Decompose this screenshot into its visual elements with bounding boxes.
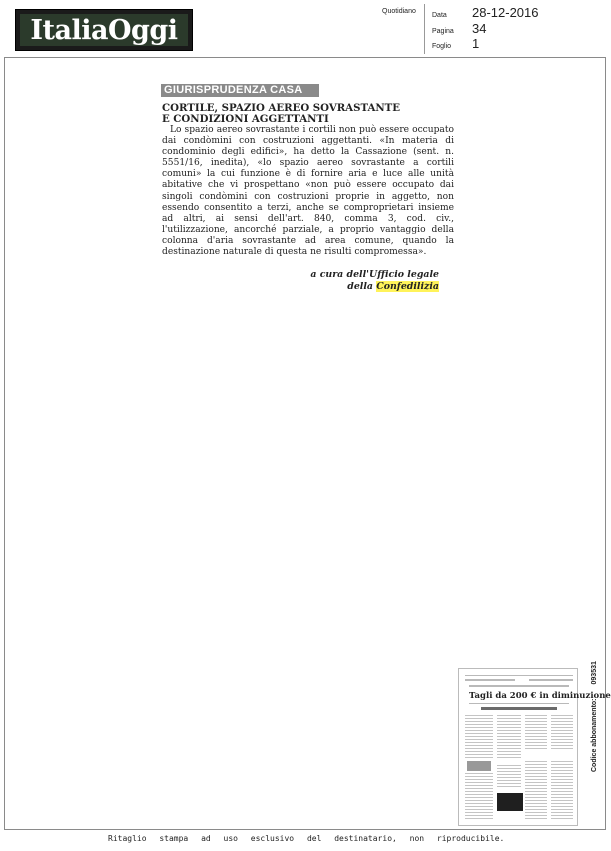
- thumb-photo: [497, 793, 523, 811]
- meta-value: 34: [472, 21, 487, 36]
- thumb-column: [497, 765, 521, 789]
- publication-type: Quotidiano: [382, 8, 416, 15]
- logo-text: ItaliaOggi: [20, 14, 188, 46]
- article-body: Lo spazio aereo sovrastante i cortili non può essere occupato dai condòmini con costruzioni aggettanti. «In materia di condominio degli edifici», ha detto la Cassazione (sent. n. 5551/16, inedita), «lo spazio aereo sovrastante a cortili comuni» la cui funzione è di fornire aria e luce alle unità abitative che vi prospettano «non può essere occupato dai singoli condòmini con costruzioni proprie in aggetto, non essendo consentito a terzi, anche se comproprietari insieme ad altri, ai sensi dell'art. 840, comma 3, cod. civ., l'utilizzazione, ancorché parziale, a proprio vantaggio della colonna d'aria sovrastante ad area comune, quando la destinazione naturale di questa ne risulti compromessa».: [162, 125, 454, 258]
- thumb-column: [465, 715, 493, 759]
- thumb-bar: [481, 707, 557, 710]
- thumb-column: [525, 761, 547, 819]
- meta-date: [432, 5, 539, 20]
- thumb-column: [465, 773, 493, 819]
- meta-value: 1: [472, 36, 480, 51]
- signature-prefix: della: [347, 281, 373, 292]
- thumb-column: [551, 715, 573, 751]
- headline-line: E CONDIZIONI AGGETTANTI: [162, 113, 329, 125]
- thumb-rule: [469, 703, 569, 704]
- meta-page: [432, 21, 486, 36]
- signature-line: a cura dell'Ufficio legale: [310, 269, 439, 280]
- thumb-rule: [465, 675, 573, 676]
- thumb-rule: [469, 685, 569, 687]
- thumb-title: Tagli da 200 € in diminuzione: [469, 691, 611, 701]
- article-signature: [250, 269, 439, 293]
- highlighted-organization: Confedilizia: [376, 281, 439, 292]
- meta-sheet: [432, 36, 479, 51]
- thumb-column: [551, 761, 573, 819]
- section-rubric: GIURISPRUDENZA CASA: [161, 84, 319, 97]
- thumb-rule: [465, 679, 515, 681]
- thumb-column: [525, 715, 547, 751]
- article-headline: [162, 103, 452, 125]
- thumb-box: [467, 761, 491, 771]
- reproduction-notice: Ritaglio stampa ad uso esclusivo del destinatario, non riproducibile.: [108, 834, 505, 843]
- thumb-column: [497, 715, 521, 759]
- signature-line-2: [250, 281, 439, 293]
- publication-logo: [15, 9, 193, 51]
- subscription-code-vertical: [591, 661, 598, 772]
- subscription-label: Codice abbonamento:: [591, 698, 598, 772]
- meta-label: Foglio: [432, 43, 452, 50]
- subscription-code: 093531: [591, 661, 598, 685]
- meta-label: Data: [432, 12, 447, 19]
- meta-value: 28-12-2016: [472, 5, 539, 20]
- header-divider: [424, 4, 425, 54]
- meta-label: Pagina: [432, 28, 454, 35]
- headline-line: CORTILE, SPAZIO AEREO SOVRASTANTE: [162, 102, 401, 114]
- thumb-rule: [529, 679, 573, 681]
